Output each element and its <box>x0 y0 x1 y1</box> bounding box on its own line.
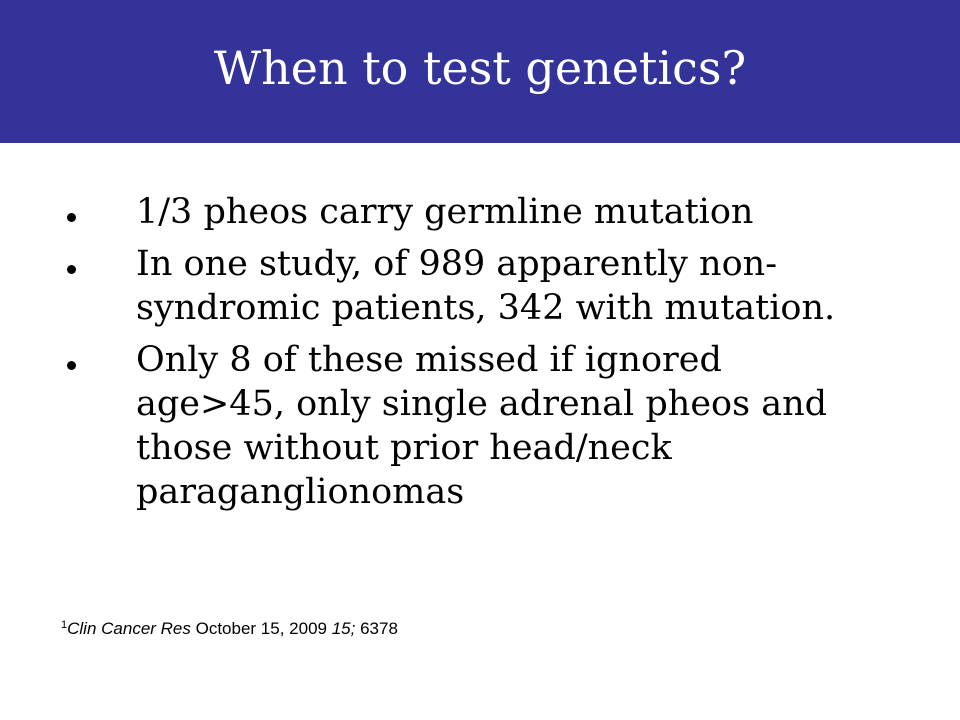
bullet-item <box>0 242 960 330</box>
title-bar <box>0 0 960 143</box>
bullet-item <box>0 338 960 514</box>
bullet-dot-icon <box>67 361 76 370</box>
footnote-citation <box>61 618 398 640</box>
bullet-dot-icon <box>67 265 76 274</box>
footnote-marker: 1 <box>61 619 68 631</box>
bullet-list <box>0 190 960 522</box>
bullet-text: Only 8 of these missed if ignored age>45, only single adrenal pheos and those without prior head/neck paraganglionomas <box>136 340 828 512</box>
footnote-journal: Clin Cancer Res <box>67 619 191 638</box>
slide-title: When to test genetics? <box>213 41 747 95</box>
bullet-text: 1/3 pheos carry germline mutation <box>136 192 754 232</box>
bullet-text: In one study, of 989 apparently non-syndromic patients, 342 with mutation. <box>136 244 836 328</box>
footnote-page: 6378 <box>355 619 398 638</box>
footnote-date: October 15, 2009 <box>190 619 332 638</box>
footnote-volume: 15; <box>331 619 356 638</box>
bullet-item <box>0 190 960 234</box>
bullet-dot-icon <box>67 213 76 222</box>
